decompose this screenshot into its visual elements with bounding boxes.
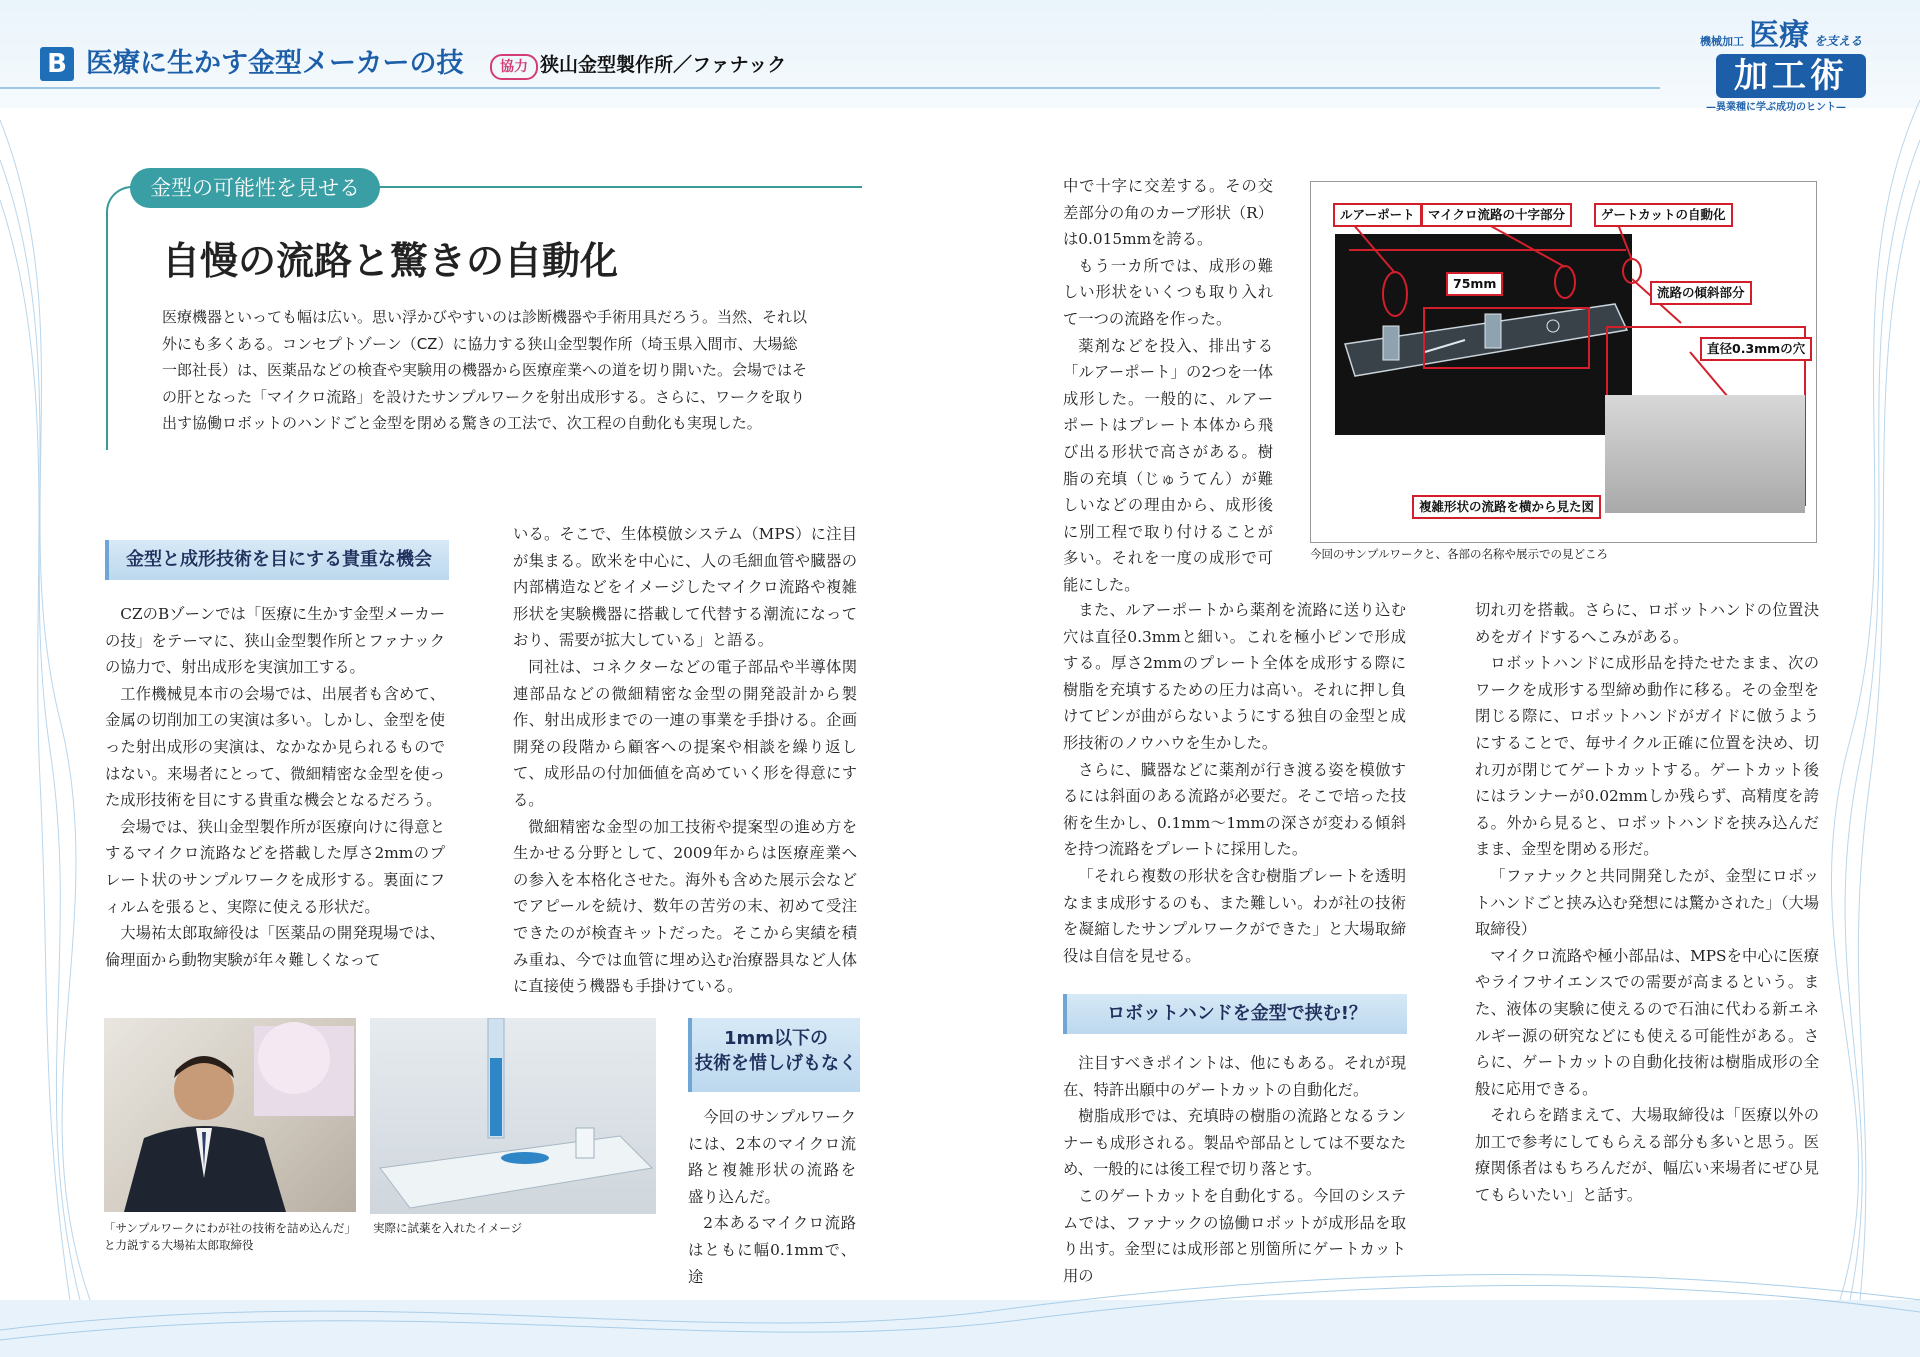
paragraph: CZのBゾーンでは「医療に生かす金型メーカーの技」をテーマに、狭山金型製作所とファナックの協力で、射出成形を実演加工する。 bbox=[105, 605, 445, 677]
right-column-1c bbox=[1063, 1050, 1406, 1289]
paragraph: 大場祐太郎取締役は「医薬品の開発現場では、倫理面から動物実験が年々難しくなって bbox=[105, 924, 445, 969]
right-column-1 bbox=[1063, 173, 1273, 599]
paragraph: 樹脂成形では、充填時の樹脂の流路となるランナーも成形される。製品や部品としては不要なため、一般的には後工程で切り落とす。 bbox=[1063, 1107, 1406, 1179]
label-side-view: 複雑形状の流路を横から見た図 bbox=[1412, 495, 1601, 519]
left-column-3 bbox=[688, 1104, 856, 1290]
section-heading-technique bbox=[688, 1018, 860, 1092]
paragraph: 微細精密な金型の加工技術や提案型の進め方を生かせる分野として、2009年からは医療産業への参入を本格化させた。海外も含めた展示会などでアピールを続け、数年の苦労の末、初めて受注できたのが検査キットだった。そこから実績を積み重ね、今では血管に埋め込む治療器具など人体に直接使う機器も手掛けている。 bbox=[513, 817, 857, 996]
coop-companies: 狭山金型製作所／ファナック bbox=[540, 54, 787, 76]
logo-medical-text: 医療 bbox=[1749, 18, 1810, 53]
heading-line: 技術を惜しげもなく bbox=[695, 1053, 857, 1074]
logo-main-text: 加工術 bbox=[1716, 54, 1866, 98]
heading-line: 1mm以下の bbox=[723, 1028, 829, 1049]
reagent-photo bbox=[370, 1018, 656, 1214]
reagent-illustration bbox=[370, 1018, 656, 1214]
bottom-swirl-decoration bbox=[0, 1240, 1920, 1357]
left-column-2 bbox=[513, 521, 857, 1000]
header-title: 医療に生かす金型メーカーの技 bbox=[86, 48, 464, 79]
series-logo bbox=[1700, 14, 1900, 113]
paragraph: 2本あるマイクロ流路はともに幅0.1mmで、途 bbox=[688, 1214, 856, 1286]
logo-small-text: 機械加工 bbox=[1700, 35, 1744, 48]
paragraph: 中で十字に交差する。その交差部分の角のカーブ形状（R）は0.015mmを誇る。 bbox=[1063, 177, 1273, 249]
right-column-1b bbox=[1063, 597, 1406, 969]
left-swirl-decoration bbox=[0, 100, 110, 1300]
paragraph: また、ルアーポートから薬剤を流路に送り込む穴は直径0.3mmと細い。これを極小ピンで形成する。厚さ2mmのプレート全体を成形する際に樹脂を充填するための圧力は高い。それに押し負けてピンが曲がらないようにする独自の金型と成形技術のノウハウを生かした。 bbox=[1063, 601, 1406, 752]
paragraph: 注目すべきポイントは、他にもある。それが現在、特許出願中のゲートカットの自動化だ。 bbox=[1063, 1054, 1406, 1099]
label-micro-channel-cross: マイクロ流路の十字部分 bbox=[1421, 203, 1572, 227]
logo-sub-text: を支える bbox=[1814, 34, 1863, 48]
left-column-1 bbox=[105, 601, 445, 973]
paragraph: 「それら複数の形状を含む樹脂プレートを透明なまま成形するのも、また難しい。わが社の技術を凝縮したサンプルワークができた」と大場取締役は自信を見せる。 bbox=[1063, 866, 1406, 965]
label-luer-port: ルアーポート bbox=[1333, 203, 1422, 227]
portrait-caption: 「サンプルワークにわが社の技術を詰め込んだ」と力説する大場祐太郎取締役 bbox=[104, 1221, 356, 1252]
coop-badge: 協力 bbox=[490, 54, 538, 80]
paragraph: 切れ刃を搭載。さらに、ロボットハンドの位置決めをガイドするへこみがある。 bbox=[1475, 601, 1819, 646]
paragraph: 「ファナックと共同開発したが、金型にロボットハンドごと挟み込む発想には驚かされた」（大場取締役） bbox=[1475, 866, 1819, 939]
paragraph: 会場では、狭山金型製作所が医療向けに得意とするマイクロ流路などを搭載した厚さ2mmのプレート状のサンプルワークを成形する。裏面にフィルムを張ると、実際に使える形状だ。 bbox=[105, 817, 445, 916]
portrait-photo bbox=[104, 1018, 356, 1212]
label-slope: 流路の傾斜部分 bbox=[1650, 281, 1752, 305]
lead-paragraph: 医療機器といっても幅は広い。思い浮かびやすいのは診断機器や手術用具だろう。当然、それ以外にも多くある。コンセプトゾーン（CZ）に協力する狭山金型製作所（埼玉県入間市、大場総一郎社長）は、医薬品などの検査や実験用の機器から医療産業への道を切り開いた。会場ではその肝となった「マイクロ流路」を設けたサンプルワークを射出成形する。さらに、ワークを取り出す協働ロボットのハンドごと金型を閉める驚きの工法で、次工程の自動化も実現した。 bbox=[162, 308, 808, 432]
figure-caption: 今回のサンプルワークと、各部の名称や展示での見どころ bbox=[1310, 547, 1608, 561]
section-heading-robot: ロボットハンドを金型で挟む!？ bbox=[1063, 994, 1407, 1034]
paragraph: マイクロ流路や極小部品は、MPSを中心に医療やライフサイエンスでの需要が高まるという。また、液体の実験に使えるので石油に代わる新エネルギー源の研究などにも使える可能性がある。さらに、ゲートカットの自動化技術は樹脂成形の全般に応用できる。 bbox=[1475, 946, 1819, 1098]
intro-tab: 金型の可能性を見せる bbox=[130, 168, 380, 208]
right-swirl-decoration bbox=[1820, 100, 1920, 1300]
article-title: 自慢の流路と驚きの自動化 bbox=[162, 239, 619, 283]
section-heading-opportunity: 金型と成形技術を目にする貴重な機会 bbox=[105, 540, 449, 580]
right-column-2 bbox=[1475, 597, 1819, 1209]
paragraph: さらに、臓器などに薬剤が行き渡る姿を模倣するには斜面のある流路が必要だ。そこで培った技術を生かし、0.1mm～1mmの深さが変わる傾斜を持つ流路をプレートに採用した。 bbox=[1063, 760, 1406, 859]
paragraph: 工作機械見本市の会場では、出展者も含めて、金属の切削加工の実演は多い。しかし、金型を使った射出成形の実演は、なかなか見られるものではない。来場者にとって、微細精密な金型を使った成形技術を目にする貴重な機会となるだろう。 bbox=[105, 684, 445, 810]
side-view-inset bbox=[1605, 395, 1805, 513]
paragraph: 薬剤などを投入、排出する「ルアーポート」の2つを一体成形した。一般的に、ルアーポートはプレート本体から飛び出る形状で高さがある。樹脂の充填（じゅうてん）が難しいなどの理由から、成形後に別工程で取り付けることが多い。それを一度の成形で可能にした。 bbox=[1063, 336, 1273, 594]
label-hole: 直径0.3mmの穴 bbox=[1700, 337, 1812, 361]
label-gate-cut: ゲートカットの自動化 bbox=[1594, 203, 1733, 227]
paragraph: いる。そこで、生体模倣システム（MPS）に注目が集まる。欧米を中心に、人の毛細血管や臓器の内部構造などをイメージしたマイクロ流路や複雑形状を実験機器に搭載して代替する潮流になっており、需要が拡大している」と語る。 bbox=[513, 525, 857, 650]
paragraph: ロボットハンドに成形品を持たせたまま、次のワークを成形する型締め動作に移る。その金型を閉じる際に、ロボットハンドがガイドに倣うようにすることで、毎サイクル正確に位置を決め、切れ刃が閉じてゲートカットする。ゲートカット後にはランナーが0.02mmしか残らず、高精度を誇る。外から見ると、ロボットハンドを挟み込んだまま、金型を閉める形だ。 bbox=[1475, 654, 1819, 859]
paragraph: 今回のサンプルワークには、2本のマイクロ流路と複雑形状の流路を盛り込んだ。 bbox=[688, 1108, 856, 1206]
zone-badge: B bbox=[40, 47, 74, 81]
paragraph: それらを踏まえて、大場取締役は「医療以外の加工で参考にしてもらえる部分も多いと思う。医療関係者はもちろんだが、幅広い来場者にぜひ見てもらいたい」と話す。 bbox=[1475, 1106, 1819, 1205]
portrait-illustration bbox=[104, 1018, 356, 1212]
logo-tagline: —異業種に学ぶ成功のヒント— bbox=[1706, 102, 1846, 113]
label-length: 75mm bbox=[1446, 272, 1503, 296]
paragraph: このゲートカットを自動化する。今回のシステムでは、ファナックの協働ロボットが成形品を取り出す。金型には成形部と別箇所にゲートカット用の bbox=[1063, 1186, 1406, 1285]
reagent-caption: 実際に試薬を入れたイメージ bbox=[373, 1221, 523, 1235]
header-rule bbox=[0, 87, 1660, 89]
paragraph: もう一カ所では、成形の難しい形状をいくつも取り入れて一つの流路を作った。 bbox=[1063, 256, 1273, 328]
paragraph: 同社は、コネクターなどの電子部品や半導体関連部品などの微細精密な金型の開発設計から製作、射出成形までの一連の事業を手掛ける。企画開発の段階から顧客への提案や相談を繰り返して、成形品の付加価値を高めていく形を得意にする。 bbox=[513, 657, 857, 809]
